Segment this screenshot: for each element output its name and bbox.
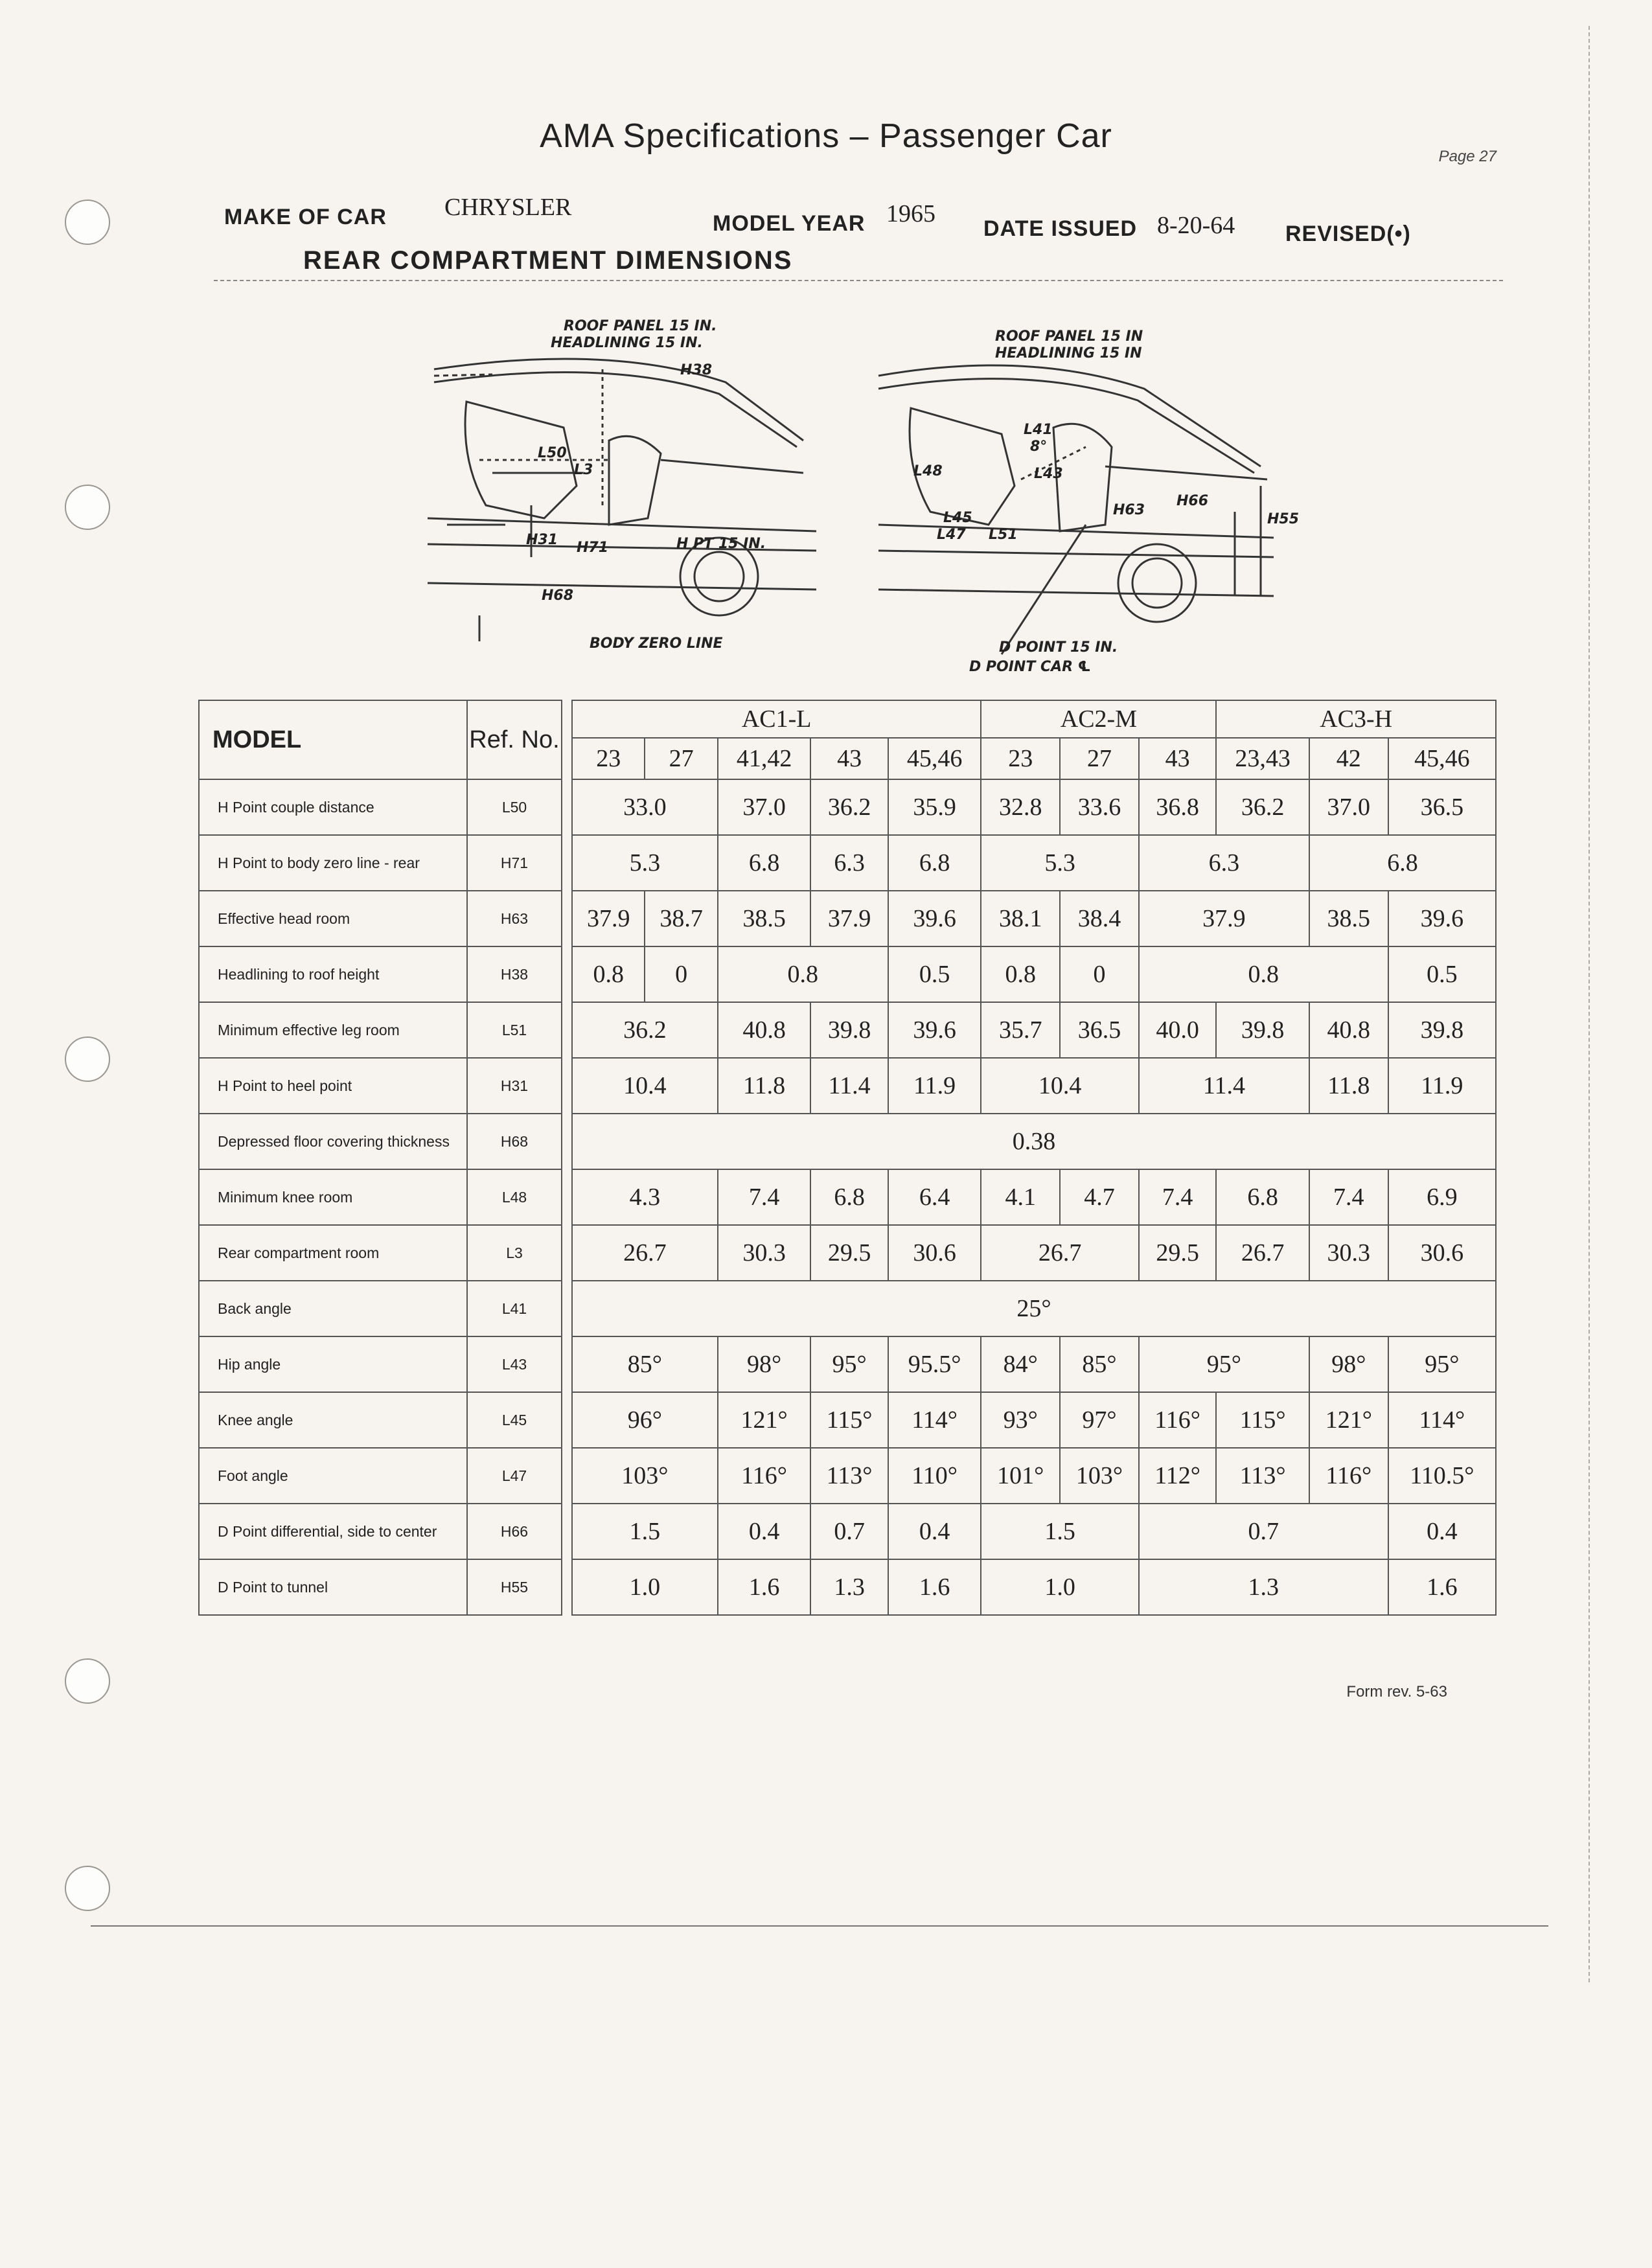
make-value: CHRYSLER <box>444 194 572 221</box>
table-cell: 39.6 <box>1388 891 1496 946</box>
column-header: 45,46 <box>888 738 981 779</box>
table-cell: 6.8 <box>718 835 811 891</box>
table-cell: 113° <box>1216 1448 1309 1504</box>
label-d-point: D POINT 15 IN. <box>999 639 1118 656</box>
column-header: 41,42 <box>718 738 811 779</box>
table-cell: 6.9 <box>1388 1169 1496 1225</box>
diagram-front-seat <box>415 311 842 661</box>
row-ref: L51 <box>467 1002 562 1058</box>
table-row <box>199 1448 1496 1504</box>
table-cell: 35.7 <box>981 1002 1060 1058</box>
row-label: Minimum knee room <box>199 1169 467 1225</box>
model-column-header: MODEL <box>199 700 467 779</box>
row-label: Effective head room <box>199 891 467 946</box>
table-cell: 35.9 <box>888 779 981 835</box>
table-row <box>199 891 1496 946</box>
column-header: 27 <box>1060 738 1139 779</box>
table-cell: 33.0 <box>572 779 718 835</box>
table-cell: 1.3 <box>1139 1559 1388 1615</box>
table-cell: 7.4 <box>1139 1169 1216 1225</box>
table-cell: 116° <box>718 1448 811 1504</box>
group-header: AC1-L <box>572 700 981 738</box>
row-label: Rear compartment room <box>199 1225 467 1281</box>
table-cell: 0.8 <box>718 946 888 1002</box>
table-cell: 0.38 <box>572 1114 1496 1169</box>
table-cell: 26.7 <box>572 1225 718 1281</box>
table-cell: 6.3 <box>810 835 888 891</box>
table-cell: 38.5 <box>1309 891 1388 946</box>
table-cell: 7.4 <box>718 1169 811 1225</box>
binder-hole <box>65 485 110 530</box>
table-cell: 11.9 <box>1388 1058 1496 1114</box>
table-row <box>199 1559 1496 1615</box>
table-cell: 0.8 <box>981 946 1060 1002</box>
table-cell: 0.5 <box>888 946 981 1002</box>
table-cell: 30.6 <box>1388 1225 1496 1281</box>
row-ref: L45 <box>467 1392 562 1448</box>
row-ref: L50 <box>467 779 562 835</box>
table-cell: 95° <box>810 1336 888 1392</box>
table-cell: 115° <box>810 1392 888 1448</box>
table-cell: 101° <box>981 1448 1060 1504</box>
page-edge-line <box>1589 26 1590 1982</box>
table-row <box>199 1114 1496 1169</box>
table-row <box>199 779 1496 835</box>
label-h66: H66 <box>1176 493 1209 509</box>
table-cell: 110.5° <box>1388 1448 1496 1504</box>
table-cell: 36.2 <box>1216 779 1309 835</box>
model-year-label: MODEL YEAR <box>713 211 866 236</box>
table-cell: 4.3 <box>572 1169 718 1225</box>
table-cell: 26.7 <box>981 1225 1139 1281</box>
table-cell: 0.7 <box>1139 1504 1388 1559</box>
diagram-rear-seat <box>872 317 1325 680</box>
make-label: MAKE OF CAR <box>224 205 387 229</box>
row-ref: L47 <box>467 1448 562 1504</box>
date-issued-label: DATE ISSUED <box>983 216 1138 241</box>
table-cell: 5.3 <box>981 835 1139 891</box>
table-cell: 1.6 <box>718 1559 811 1615</box>
row-ref: H71 <box>467 835 562 891</box>
table-cell: 0.8 <box>572 946 645 1002</box>
row-label: Minimum effective leg room <box>199 1002 467 1058</box>
table-cell: 0.5 <box>1388 946 1496 1002</box>
row-label: D Point to tunnel <box>199 1559 467 1615</box>
column-header: 43 <box>810 738 888 779</box>
table-cell: 39.6 <box>888 1002 981 1058</box>
label-headlining-right: HEADLINING 15 IN <box>995 345 1142 361</box>
table-cell: 39.8 <box>810 1002 888 1058</box>
label-roof-panel: ROOF PANEL 15 IN. <box>564 318 717 334</box>
table-cell: 40.0 <box>1139 1002 1216 1058</box>
table-cell: 38.4 <box>1060 891 1139 946</box>
page-title: AMA Specifications – Passenger Car <box>540 117 1112 155</box>
bottom-rule <box>91 1925 1548 1927</box>
table-cell: 93° <box>981 1392 1060 1448</box>
table-row <box>199 1058 1496 1114</box>
row-ref: H31 <box>467 1058 562 1114</box>
table-cell: 36.2 <box>810 779 888 835</box>
label-l45: L45 <box>943 510 972 526</box>
table-cell: 0.4 <box>718 1504 811 1559</box>
table-row <box>199 1002 1496 1058</box>
table-cell: 6.8 <box>810 1169 888 1225</box>
label-l3: L3 <box>574 462 593 478</box>
model-year-value: 1965 <box>886 200 935 227</box>
table-cell: 85° <box>1060 1336 1139 1392</box>
table-cell: 95.5° <box>888 1336 981 1392</box>
table-row <box>199 1336 1496 1392</box>
label-h55: H55 <box>1267 511 1300 527</box>
table-row <box>199 1392 1496 1448</box>
table-cell: 29.5 <box>1139 1225 1216 1281</box>
table-cell: 10.4 <box>981 1058 1139 1114</box>
row-ref: L41 <box>467 1281 562 1336</box>
date-issued-value: 8-20-64 <box>1157 212 1235 239</box>
table-cell: 37.9 <box>572 891 645 946</box>
table-cell: 84° <box>981 1336 1060 1392</box>
table-cell: 10.4 <box>572 1058 718 1114</box>
binder-hole <box>65 1866 110 1911</box>
table-cell: 7.4 <box>1309 1169 1388 1225</box>
column-header: 23,43 <box>1216 738 1309 779</box>
table-cell: 40.8 <box>1309 1002 1388 1058</box>
table-cell: 4.7 <box>1060 1169 1139 1225</box>
table-cell: 11.4 <box>810 1058 888 1114</box>
table-cell: 95° <box>1139 1336 1309 1392</box>
label-h71: H71 <box>577 540 609 556</box>
label-l48: L48 <box>913 463 943 479</box>
row-label: D Point differential, side to center <box>199 1504 467 1559</box>
table-cell: 95° <box>1388 1336 1496 1392</box>
row-ref: H63 <box>467 891 562 946</box>
table-cell: 36.5 <box>1388 779 1496 835</box>
row-label: Headlining to roof height <box>199 946 467 1002</box>
table-cell: 32.8 <box>981 779 1060 835</box>
table-cell: 39.8 <box>1388 1002 1496 1058</box>
table-cell: 30.6 <box>888 1225 981 1281</box>
table-cell: 1.6 <box>1388 1559 1496 1615</box>
label-headlining: HEADLINING 15 IN. <box>551 335 703 351</box>
table-cell: 1.3 <box>810 1559 888 1615</box>
column-header: 23 <box>572 738 645 779</box>
row-label: Knee angle <box>199 1392 467 1448</box>
label-h38: H38 <box>680 362 713 378</box>
page-number: Page 27 <box>1438 148 1497 165</box>
label-h31: H31 <box>526 532 558 548</box>
table-cell: 29.5 <box>810 1225 888 1281</box>
table-cell: 1.0 <box>572 1559 718 1615</box>
table-row <box>199 946 1496 1002</box>
label-h68: H68 <box>542 588 574 604</box>
table-cell: 115° <box>1216 1392 1309 1448</box>
table-cell: 39.8 <box>1216 1002 1309 1058</box>
table-cell: 39.6 <box>888 891 981 946</box>
table-cell: 4.1 <box>981 1169 1060 1225</box>
rear-compartment-table <box>198 700 1497 1616</box>
label-l43: L43 <box>1034 466 1063 482</box>
label-l51: L51 <box>989 527 1018 543</box>
table-cell: 38.5 <box>718 891 811 946</box>
table-cell: 37.0 <box>718 779 811 835</box>
table-cell: 36.2 <box>572 1002 718 1058</box>
table-row <box>199 835 1496 891</box>
row-label: Depressed floor covering thickness <box>199 1114 467 1169</box>
group-header: AC2-M <box>981 700 1216 738</box>
table-cell: 96° <box>572 1392 718 1448</box>
label-h-pt: H PT 15 IN. <box>676 536 766 552</box>
row-label: Back angle <box>199 1281 467 1336</box>
table-cell: 11.8 <box>1309 1058 1388 1114</box>
row-ref: H68 <box>467 1114 562 1169</box>
double-rule <box>562 700 572 1615</box>
table-cell: 121° <box>718 1392 811 1448</box>
table-cell: 1.0 <box>981 1559 1139 1615</box>
table-cell: 112° <box>1139 1448 1216 1504</box>
table-cell: 97° <box>1060 1392 1139 1448</box>
table-cell: 6.8 <box>1309 835 1496 891</box>
table-cell: 0.4 <box>1388 1504 1496 1559</box>
column-header: 23 <box>981 738 1060 779</box>
label-angle-8: 8° <box>1030 439 1048 455</box>
table-cell: 103° <box>572 1448 718 1504</box>
row-ref: H38 <box>467 946 562 1002</box>
table-cell: 116° <box>1309 1448 1388 1504</box>
table-cell: 26.7 <box>1216 1225 1309 1281</box>
table-cell: 116° <box>1139 1392 1216 1448</box>
table-cell: 1.5 <box>981 1504 1139 1559</box>
table-cell: 11.9 <box>888 1058 981 1114</box>
label-d-point-car: D POINT CAR ℄ <box>969 659 1091 675</box>
column-header: 43 <box>1139 738 1216 779</box>
table-cell: 25° <box>572 1281 1496 1336</box>
header-rule <box>214 280 1503 281</box>
table-cell: 6.3 <box>1139 835 1309 891</box>
table-cell: 114° <box>888 1392 981 1448</box>
table-cell: 0.8 <box>1139 946 1388 1002</box>
column-header: 27 <box>645 738 717 779</box>
label-l50: L50 <box>538 445 567 461</box>
row-ref: L48 <box>467 1169 562 1225</box>
row-ref: L3 <box>467 1225 562 1281</box>
table-cell: 6.4 <box>888 1169 981 1225</box>
ref-column-header: Ref. No. <box>467 700 562 779</box>
table-cell: 37.9 <box>810 891 888 946</box>
table-cell: 11.8 <box>718 1058 811 1114</box>
table-cell: 114° <box>1388 1392 1496 1448</box>
form-revision: Form rev. 5-63 <box>1346 1683 1447 1701</box>
label-roof-panel-right: ROOF PANEL 15 IN <box>995 328 1143 345</box>
label-h63: H63 <box>1113 502 1145 518</box>
table-row <box>199 1281 1496 1336</box>
table-cell: 40.8 <box>718 1002 811 1058</box>
column-header: 45,46 <box>1388 738 1496 779</box>
table-cell: 37.9 <box>1139 891 1309 946</box>
table-cell: 0.7 <box>810 1504 888 1559</box>
label-body-zero-line: BODY ZERO LINE <box>590 636 723 652</box>
table-cell: 98° <box>1309 1336 1388 1392</box>
binder-hole <box>65 1658 110 1704</box>
row-label: H Point to body zero line - rear <box>199 835 467 891</box>
table-cell: 98° <box>718 1336 811 1392</box>
table-row <box>199 1225 1496 1281</box>
row-ref: H55 <box>467 1559 562 1615</box>
table-cell: 113° <box>810 1448 888 1504</box>
table-cell: 0 <box>1060 946 1139 1002</box>
table-cell: 36.8 <box>1139 779 1216 835</box>
row-label: Foot angle <box>199 1448 467 1504</box>
section-heading: REAR COMPARTMENT DIMENSIONS <box>303 246 793 275</box>
row-label: H Point to heel point <box>199 1058 467 1114</box>
revised-label: REVISED(•) <box>1285 222 1411 246</box>
table-cell: 1.5 <box>572 1504 718 1559</box>
table-cell: 1.6 <box>888 1559 981 1615</box>
table-cell: 11.4 <box>1139 1058 1309 1114</box>
table-cell: 0 <box>645 946 717 1002</box>
row-ref: H66 <box>467 1504 562 1559</box>
table-group-header <box>199 700 1496 738</box>
column-header: 42 <box>1309 738 1388 779</box>
label-l47: L47 <box>937 527 966 543</box>
label-l41: L41 <box>1024 422 1053 438</box>
table-row <box>199 1504 1496 1559</box>
binder-hole <box>65 1037 110 1082</box>
binder-hole <box>65 200 110 245</box>
table-cell: 30.3 <box>718 1225 811 1281</box>
table-cell: 36.5 <box>1060 1002 1139 1058</box>
table-cell: 37.0 <box>1309 779 1388 835</box>
table-cell: 38.1 <box>981 891 1060 946</box>
table-cell: 103° <box>1060 1448 1139 1504</box>
row-label: H Point couple distance <box>199 779 467 835</box>
table-cell: 5.3 <box>572 835 718 891</box>
table-cell: 85° <box>572 1336 718 1392</box>
table-cell: 33.6 <box>1060 779 1139 835</box>
table-row <box>199 1169 1496 1225</box>
row-ref: L43 <box>467 1336 562 1392</box>
table-cell: 38.7 <box>645 891 717 946</box>
table-cell: 0.4 <box>888 1504 981 1559</box>
group-header: AC3-H <box>1216 700 1496 738</box>
table-cell: 30.3 <box>1309 1225 1388 1281</box>
table-cell: 110° <box>888 1448 981 1504</box>
table-cell: 6.8 <box>1216 1169 1309 1225</box>
table-cell: 6.8 <box>888 835 981 891</box>
table-cell: 121° <box>1309 1392 1388 1448</box>
row-label: Hip angle <box>199 1336 467 1392</box>
